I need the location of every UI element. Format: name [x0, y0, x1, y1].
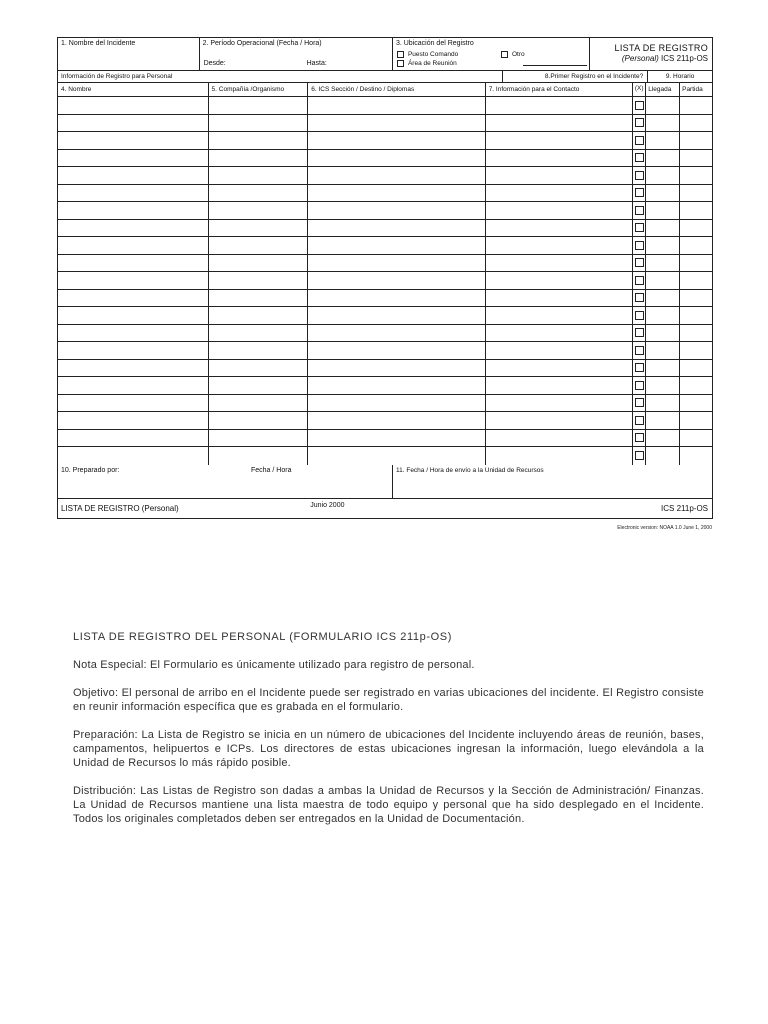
contact-cell[interactable]: [486, 272, 634, 289]
name-cell[interactable]: [58, 237, 209, 254]
departure-cell[interactable]: [680, 290, 712, 307]
contact-cell[interactable]: [486, 307, 634, 324]
section-cell[interactable]: [308, 342, 485, 359]
company-cell[interactable]: [209, 202, 309, 219]
table-row: [58, 272, 712, 290]
section-cell[interactable]: [308, 255, 485, 272]
name-cell[interactable]: [58, 447, 209, 465]
footer-form-name: LISTA DE REGISTRO (Personal): [61, 503, 179, 513]
company-cell[interactable]: [209, 395, 309, 412]
company-cell[interactable]: [209, 307, 309, 324]
x-cell[interactable]: [633, 412, 646, 429]
contact-cell[interactable]: [486, 290, 634, 307]
departure-cell[interactable]: [680, 307, 712, 324]
contact-cell[interactable]: [486, 430, 634, 447]
x-cell[interactable]: [633, 202, 646, 219]
col-section-header: 6. ICS Sección / Destino / Diplomas: [308, 83, 485, 96]
registry-rows: [58, 97, 712, 465]
company-cell[interactable]: [209, 167, 309, 184]
table-row: [58, 325, 712, 343]
form-title: LISTA DE REGISTRO: [614, 43, 708, 53]
x-cell[interactable]: [633, 97, 646, 114]
form-subtitle-italic: (Personal): [621, 54, 659, 63]
arrival-cell[interactable]: [646, 307, 680, 324]
departure-cell[interactable]: [680, 185, 712, 202]
registry-location-label: 3. Ubicación del Registro: [395, 40, 474, 47]
prepared-row: [58, 465, 712, 499]
col-x-header: (X): [633, 83, 646, 96]
table-row: [58, 430, 712, 448]
section-cell[interactable]: [308, 412, 485, 429]
x-cell[interactable]: [633, 272, 646, 289]
departure-cell[interactable]: [680, 412, 712, 429]
name-cell[interactable]: [58, 132, 209, 149]
section-cell[interactable]: [308, 325, 485, 342]
nota-especial: Nota Especial: El Formulario es únicamente utilizado para registro de personal.: [73, 659, 475, 671]
first-registry-checkbox[interactable]: [635, 451, 644, 460]
x-cell[interactable]: [633, 447, 646, 465]
departure-cell[interactable]: [680, 132, 712, 149]
desde-label: Desde:: [203, 60, 226, 67]
table-row: [58, 220, 712, 238]
departure-cell[interactable]: [680, 325, 712, 342]
col-contact-header: 7. Información para el Contacto: [486, 83, 634, 96]
arrival-cell[interactable]: [646, 220, 680, 237]
contact-cell[interactable]: [486, 342, 634, 359]
name-cell[interactable]: [58, 307, 209, 324]
contact-cell[interactable]: [486, 237, 634, 254]
company-cell[interactable]: [209, 412, 309, 429]
company-cell[interactable]: [209, 430, 309, 447]
form-subtitle-code: ICS 211p-OS: [661, 54, 708, 63]
instructions-section: [73, 630, 704, 840]
company-cell[interactable]: [209, 237, 309, 254]
arrival-cell[interactable]: [646, 132, 680, 149]
sent-date-label: 11. Fecha / Hora de envío a la Unidad de Recursos: [395, 466, 544, 474]
arrival-cell[interactable]: [646, 167, 680, 184]
departure-cell[interactable]: [680, 167, 712, 184]
departure-cell[interactable]: [680, 220, 712, 237]
section-cell[interactable]: [308, 307, 485, 324]
section-cell[interactable]: [308, 290, 485, 307]
table-row: [58, 132, 712, 150]
checkbox-area-reunion[interactable]: [397, 60, 404, 67]
option-area-reunion[interactable]: [397, 59, 457, 68]
arrival-cell[interactable]: [646, 115, 680, 132]
arrival-cell[interactable]: [646, 412, 680, 429]
arrival-cell[interactable]: [646, 290, 680, 307]
incident-name-label: 1. Nombre del Incidente: [61, 40, 136, 47]
section-cell[interactable]: [308, 220, 485, 237]
section-cell[interactable]: [308, 237, 485, 254]
departure-cell[interactable]: [680, 377, 712, 394]
operational-period-label: 2. Período Operacional (Fecha / Hora): [202, 40, 322, 47]
first-registry-checkbox[interactable]: [635, 311, 644, 320]
arrival-cell[interactable]: [646, 430, 680, 447]
table-row: [58, 447, 712, 465]
arrival-cell[interactable]: [646, 395, 680, 412]
ics-211p-form: [57, 37, 713, 519]
column-header-row: [58, 83, 712, 97]
name-cell[interactable]: [58, 167, 209, 184]
name-cell[interactable]: [58, 360, 209, 377]
table-row: [58, 412, 712, 430]
checkbox-otro[interactable]: [501, 51, 508, 58]
name-cell[interactable]: [58, 150, 209, 167]
table-row: [58, 185, 712, 203]
first-registry-checkbox[interactable]: [635, 258, 644, 267]
departure-cell[interactable]: [680, 115, 712, 132]
name-cell[interactable]: [58, 272, 209, 289]
contact-cell[interactable]: [486, 220, 634, 237]
first-registry-checkbox[interactable]: [635, 118, 644, 127]
first-registry-checkbox[interactable]: [635, 276, 644, 285]
first-registry-checkbox[interactable]: [635, 433, 644, 442]
objetivo-paragraph: Objetivo: El personal de arribo en el Incidente puede ser registrado en varias ubicaciones del incidente. El Registro consiste en reunir información específica que es grabada en el formulario.: [73, 687, 704, 713]
section-cell[interactable]: [308, 132, 485, 149]
col-departure-header: Partida: [682, 86, 703, 93]
departure-cell[interactable]: [680, 342, 712, 359]
info-row: [58, 71, 712, 83]
first-registry-checkbox[interactable]: [635, 136, 644, 145]
arrival-cell[interactable]: [646, 202, 680, 219]
arrival-cell[interactable]: [646, 97, 680, 114]
footer-date: Junio 2000: [310, 501, 345, 509]
name-cell[interactable]: [58, 220, 209, 237]
contact-cell[interactable]: [486, 167, 634, 184]
name-cell[interactable]: [58, 290, 209, 307]
option-puesto-comando[interactable]: [397, 50, 458, 59]
section-cell[interactable]: [308, 272, 485, 289]
section-cell[interactable]: [308, 185, 485, 202]
first-registry-checkbox[interactable]: [635, 153, 644, 162]
first-registry-checkbox[interactable]: [635, 101, 644, 110]
section-cell[interactable]: [308, 360, 485, 377]
departure-cell[interactable]: [680, 255, 712, 272]
table-row: [58, 307, 712, 325]
first-registry-checkbox[interactable]: [635, 398, 644, 407]
registry-location-field: [393, 38, 590, 70]
distribucion-paragraph: Distribución: Las Listas de Registro son dadas a ambas la Unidad de Recursos y la Sección de Administración/ Finanzas. La Unidad de Recursos mantiene una lista maestra de todo equipo y personal que ha sido desplegado en el Incidente. Todos los originales completados deben ser entregados en la Unidad de Documentación.: [73, 785, 704, 825]
table-row: [58, 360, 712, 378]
x-cell[interactable]: [633, 325, 646, 342]
contact-cell[interactable]: [486, 395, 634, 412]
section-cell[interactable]: [308, 395, 485, 412]
arrival-cell[interactable]: [646, 272, 680, 289]
first-registry-checkbox[interactable]: [635, 171, 644, 180]
departure-cell[interactable]: [680, 202, 712, 219]
departure-cell[interactable]: [680, 150, 712, 167]
x-cell[interactable]: [633, 377, 646, 394]
operational-period-field[interactable]: [200, 38, 393, 70]
table-row: [58, 167, 712, 185]
first-registry-checkbox[interactable]: [635, 206, 644, 215]
table-row: [58, 290, 712, 308]
section-cell[interactable]: [308, 377, 485, 394]
table-row: [58, 237, 712, 255]
contact-cell[interactable]: [486, 150, 634, 167]
arrival-cell[interactable]: [646, 360, 680, 377]
first-registry-checkbox[interactable]: [635, 188, 644, 197]
x-cell[interactable]: [633, 290, 646, 307]
contact-cell[interactable]: [486, 447, 634, 465]
arrival-cell[interactable]: [646, 342, 680, 359]
footer-form-code: ICS 211p-OS: [661, 503, 708, 513]
contact-cell[interactable]: [486, 412, 634, 429]
table-row: [58, 255, 712, 273]
company-cell[interactable]: [209, 150, 309, 167]
company-cell[interactable]: [209, 325, 309, 342]
first-registry-checkbox[interactable]: [635, 223, 644, 232]
x-cell[interactable]: [633, 307, 646, 324]
otro-text-line[interactable]: [523, 65, 587, 66]
preparacion-paragraph: Preparación: La Lista de Registro se inicia en un número de ubicaciones del Incidente incluyendo áreas de reunión, bases, campamentos, helipuertos e ICPs. Los directores de estas ubicaciones ingresan la información, luego elevándola a la Unidad de Recursos lo más rápido posible.: [73, 729, 704, 769]
form-header-row: [58, 38, 712, 71]
first-registry-label: 8.Primer Registro en el Incidente?: [503, 71, 649, 82]
first-registry-checkbox[interactable]: [635, 241, 644, 250]
x-cell[interactable]: [633, 430, 646, 447]
contact-cell[interactable]: [486, 115, 634, 132]
arrival-cell[interactable]: [646, 237, 680, 254]
checkbox-puesto-comando[interactable]: [397, 51, 404, 58]
section-cell[interactable]: [308, 167, 485, 184]
company-cell[interactable]: [209, 115, 309, 132]
x-cell[interactable]: [633, 150, 646, 167]
table-row: [58, 150, 712, 168]
x-cell[interactable]: [633, 237, 646, 254]
form-title-block: [590, 38, 712, 70]
table-row: [58, 395, 712, 413]
x-cell[interactable]: [633, 220, 646, 237]
contact-cell[interactable]: [486, 97, 634, 114]
company-cell[interactable]: [209, 272, 309, 289]
col-company-header: 5. Compañía /Organismo: [209, 83, 309, 96]
x-cell[interactable]: [633, 342, 646, 359]
company-cell[interactable]: [209, 132, 309, 149]
name-cell[interactable]: [58, 185, 209, 202]
option-otro-label: Otro: [511, 51, 525, 58]
x-cell[interactable]: [633, 132, 646, 149]
arrival-cell[interactable]: [646, 185, 680, 202]
schedule-label: 9. Horario: [665, 73, 695, 80]
contact-cell[interactable]: [486, 377, 634, 394]
name-cell[interactable]: [58, 342, 209, 359]
name-cell[interactable]: [58, 395, 209, 412]
info-label: Información de Registro para Personal: [58, 71, 503, 82]
section-cell[interactable]: [308, 97, 485, 114]
first-registry-checkbox[interactable]: [635, 328, 644, 337]
departure-cell[interactable]: [680, 272, 712, 289]
hasta-label: Hasta:: [306, 60, 327, 67]
col-arrival-header: Llegada: [646, 83, 680, 96]
company-cell[interactable]: [209, 185, 309, 202]
company-cell[interactable]: [209, 447, 309, 465]
x-cell[interactable]: [633, 395, 646, 412]
name-cell[interactable]: [58, 115, 209, 132]
name-cell[interactable]: [58, 377, 209, 394]
electronic-version-note: Electronic version: NOAA 1.0 June 1, 2000: [617, 525, 712, 531]
option-area-label: Área de Reunión: [407, 60, 457, 67]
contact-cell[interactable]: [486, 325, 634, 342]
arrival-cell[interactable]: [646, 150, 680, 167]
x-cell[interactable]: [633, 167, 646, 184]
contact-cell[interactable]: [486, 360, 634, 377]
section-cell[interactable]: [308, 202, 485, 219]
company-cell[interactable]: [209, 255, 309, 272]
form-footer: [58, 499, 712, 518]
x-cell[interactable]: [633, 115, 646, 132]
first-registry-checkbox[interactable]: [635, 293, 644, 302]
contact-cell[interactable]: [486, 255, 634, 272]
section-cell[interactable]: [308, 115, 485, 132]
departure-cell[interactable]: [680, 237, 712, 254]
first-registry-checkbox[interactable]: [635, 381, 644, 390]
section-cell[interactable]: [308, 150, 485, 167]
name-cell[interactable]: [58, 202, 209, 219]
prepared-by-field[interactable]: [58, 465, 393, 498]
company-cell[interactable]: [209, 342, 309, 359]
table-row: [58, 342, 712, 360]
departure-cell[interactable]: [680, 447, 712, 465]
table-row: [58, 115, 712, 133]
first-registry-checkbox[interactable]: [635, 346, 644, 355]
company-cell[interactable]: [209, 360, 309, 377]
section-cell[interactable]: [308, 447, 485, 465]
departure-cell[interactable]: [680, 430, 712, 447]
x-cell[interactable]: [633, 185, 646, 202]
section-cell[interactable]: [308, 430, 485, 447]
col-name-header: 4. Nombre: [58, 83, 209, 96]
name-cell[interactable]: [58, 97, 209, 114]
table-row: [58, 377, 712, 395]
first-registry-checkbox[interactable]: [635, 416, 644, 425]
contact-cell[interactable]: [486, 132, 634, 149]
arrival-cell[interactable]: [646, 255, 680, 272]
name-cell[interactable]: [58, 325, 209, 342]
instructions-heading: LISTA DE REGISTRO DEL PERSONAL (FORMULARIO ICS 211p-OS): [73, 631, 452, 643]
contact-cell[interactable]: [486, 185, 634, 202]
arrival-cell[interactable]: [646, 325, 680, 342]
name-cell[interactable]: [58, 412, 209, 429]
sent-date-field[interactable]: [393, 465, 712, 498]
departure-cell[interactable]: [680, 97, 712, 114]
option-otro[interactable]: [501, 50, 525, 59]
company-cell[interactable]: [209, 220, 309, 237]
form-subtitle: [593, 54, 708, 64]
arrival-cell[interactable]: [646, 447, 680, 465]
company-cell[interactable]: [209, 97, 309, 114]
table-row: [58, 97, 712, 115]
departure-cell[interactable]: [680, 360, 712, 377]
fecha-hora-label: Fecha / Hora: [251, 466, 292, 474]
arrival-cell[interactable]: [646, 377, 680, 394]
name-cell[interactable]: [58, 430, 209, 447]
prepared-by-label: 10. Preparado por:: [61, 466, 120, 474]
x-cell[interactable]: [633, 360, 646, 377]
x-cell[interactable]: [633, 255, 646, 272]
name-cell[interactable]: [58, 255, 209, 272]
company-cell[interactable]: [209, 377, 309, 394]
contact-cell[interactable]: [486, 202, 634, 219]
departure-cell[interactable]: [680, 395, 712, 412]
incident-name-field[interactable]: [58, 38, 200, 70]
table-row: [58, 202, 712, 220]
option-puesto-label: Puesto Comando: [407, 51, 459, 58]
company-cell[interactable]: [209, 290, 309, 307]
first-registry-checkbox[interactable]: [635, 363, 644, 372]
